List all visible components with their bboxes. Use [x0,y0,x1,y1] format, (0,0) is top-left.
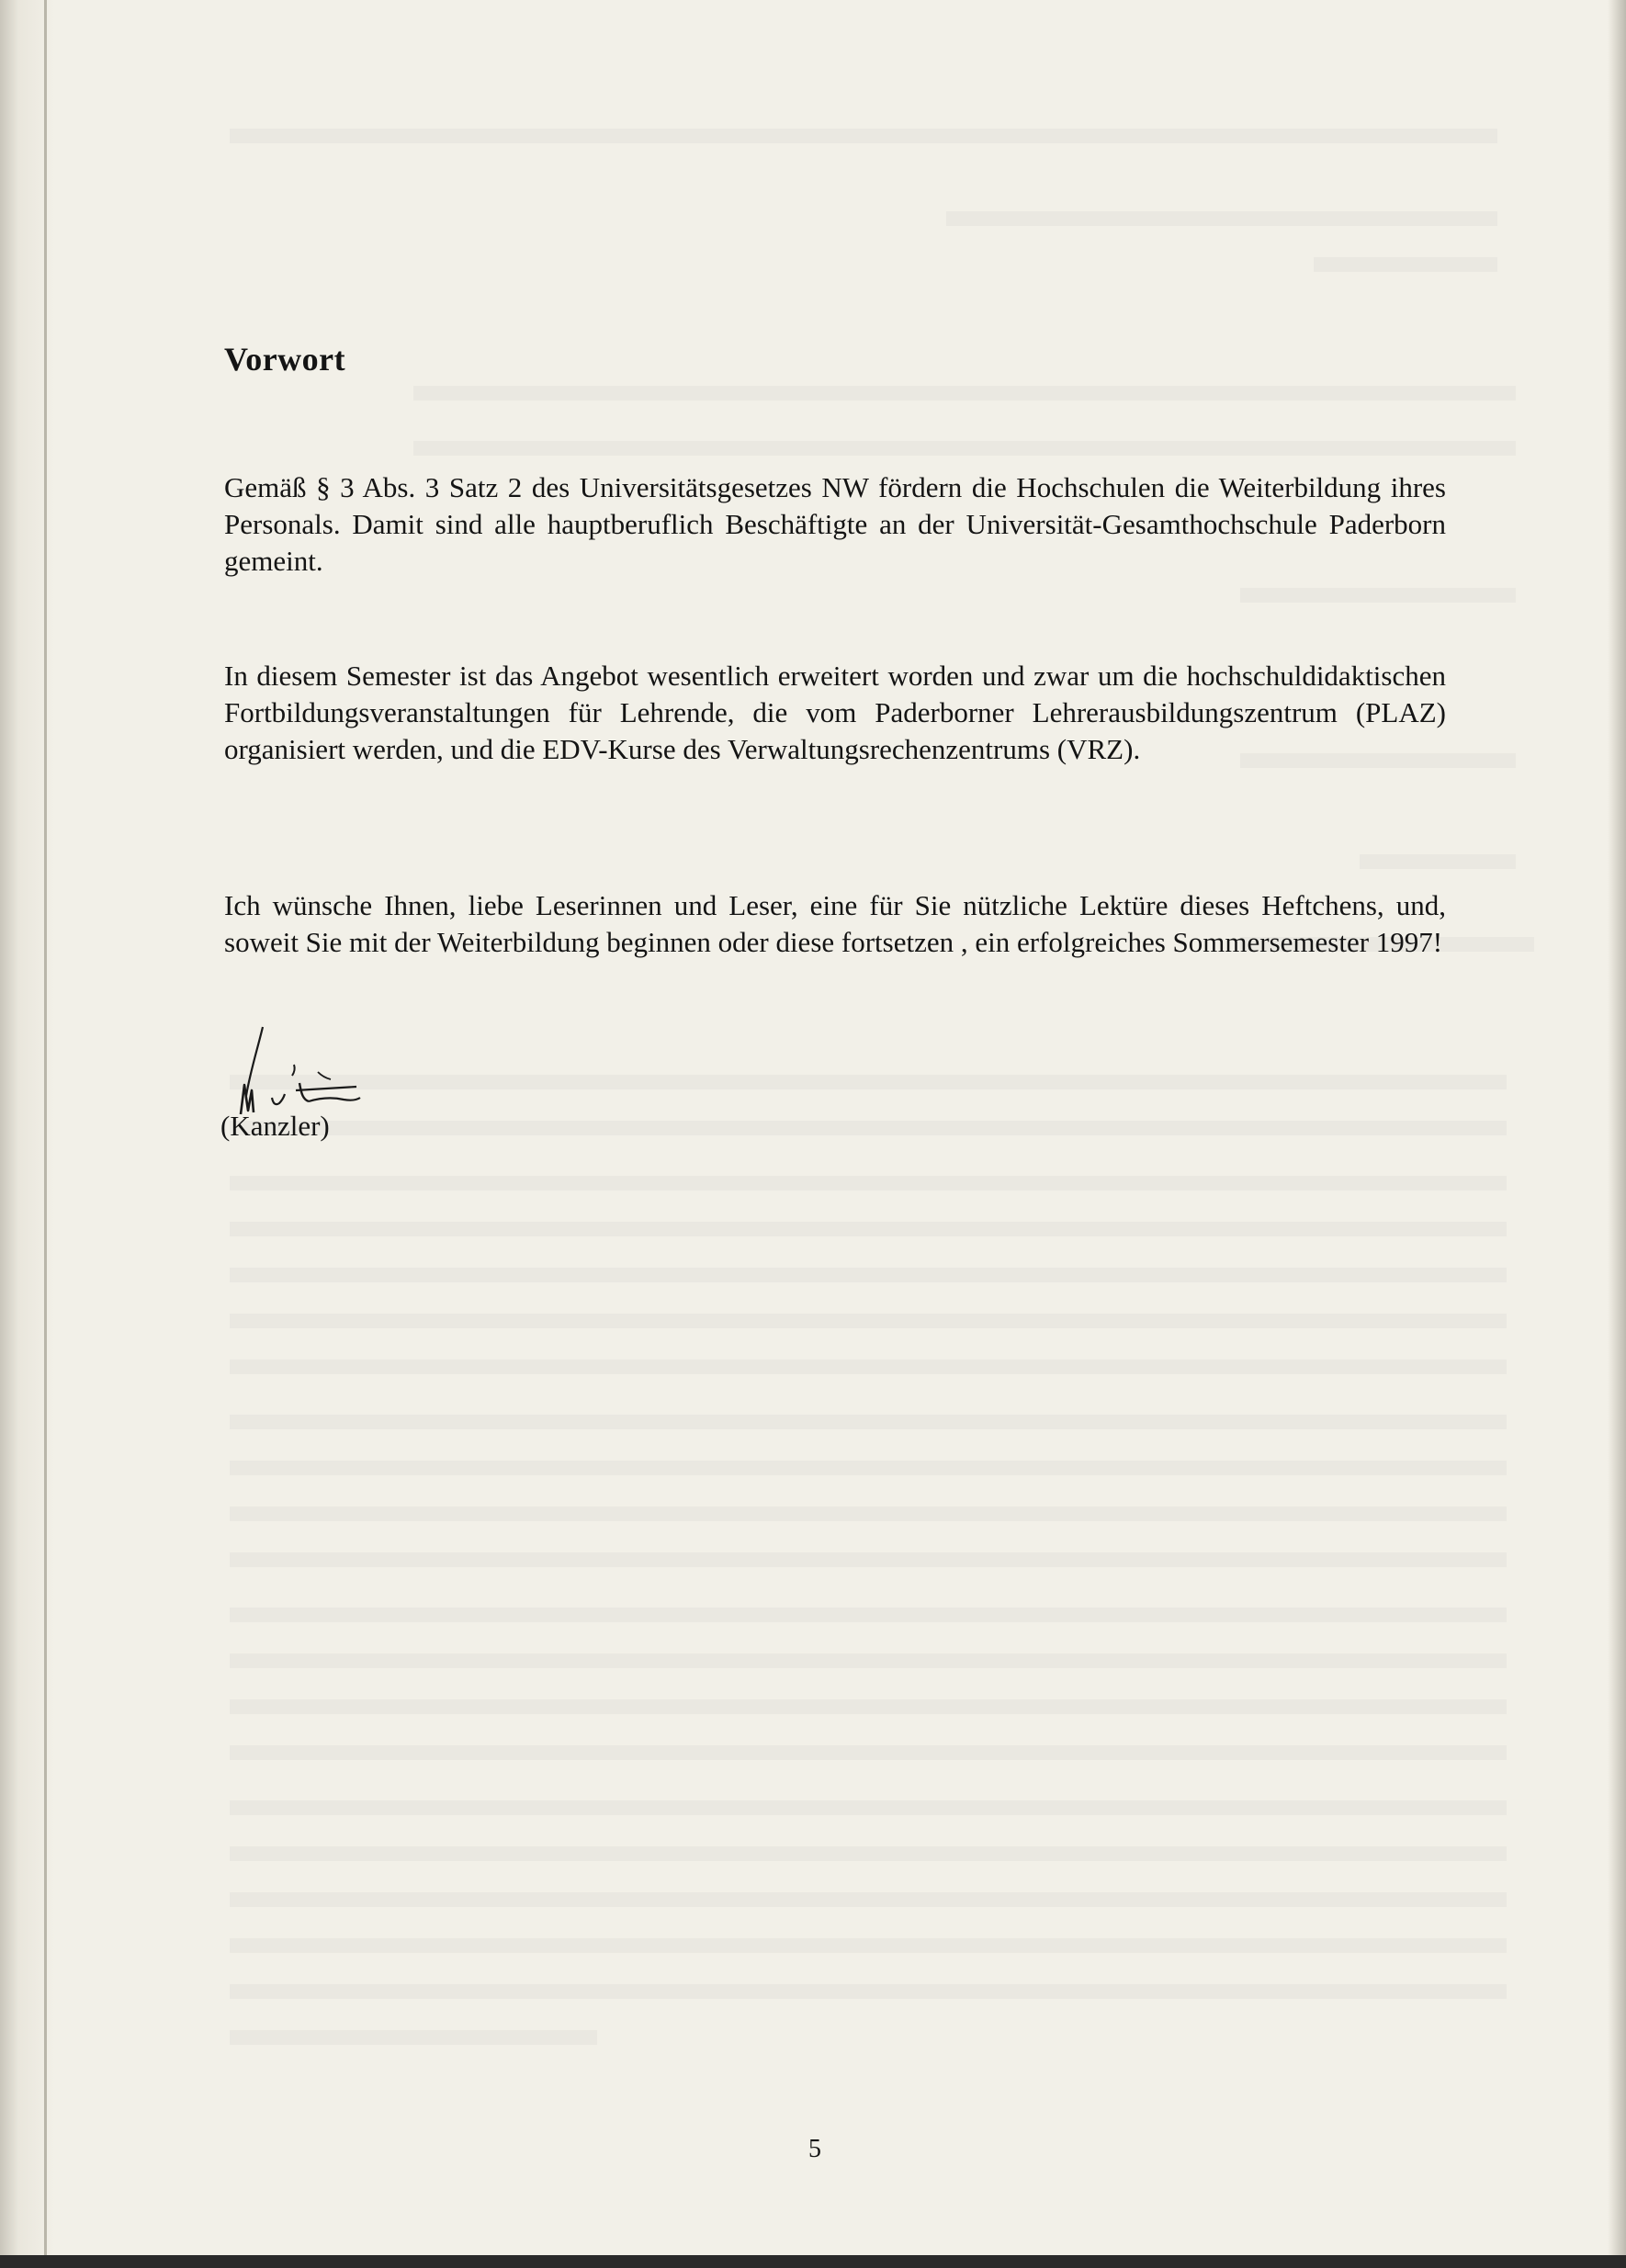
page-number: 5 [808,2135,821,2163]
bleed-through-text [230,110,1534,2039]
paragraph-legal-basis: Gemäß § 3 Abs. 3 Satz 2 des Universitätsgesetzes NW fördern die Hochschulen die Weiterbildung ihres Personals. Damit sind alle hauptberuflich Beschäftigte an der Universität-Gesamthochschule Paderborn gemeint. [224,471,1446,577]
binding-shadow [0,0,55,2268]
binding-line [44,0,47,2268]
page-edge-shadow [1608,0,1626,2268]
paragraph-offer-extension: In diesem Semester ist das Angebot wesentlich erweitert worden und zwar um die hochschuldidaktischen Fortbildungsveranstaltungen für Lehrende, die vom Paderborner Lehrerausbildungszentrum (PLAZ) organisiert werden, und die EDV-Kurse des Verwaltungsrechenzentrums (VRZ). [224,660,1446,765]
signature-image [235,1022,419,1123]
scan-bottom-border [0,2255,1626,2268]
paragraph-wishes: Ich wünsche Ihnen, liebe Leserinnen und Leser, eine für Sie nützliche Lektüre dieses Heftchens, und, soweit Sie mit der Weiterbildung beginnen oder diese fortsetzen , ein erfolgreiches Sommersemester 1997! [224,889,1446,958]
page-title: Vorwort [224,341,346,378]
foreword-section [220,340,1446,1142]
signer-role: (Kanzler) [220,1110,330,1142]
